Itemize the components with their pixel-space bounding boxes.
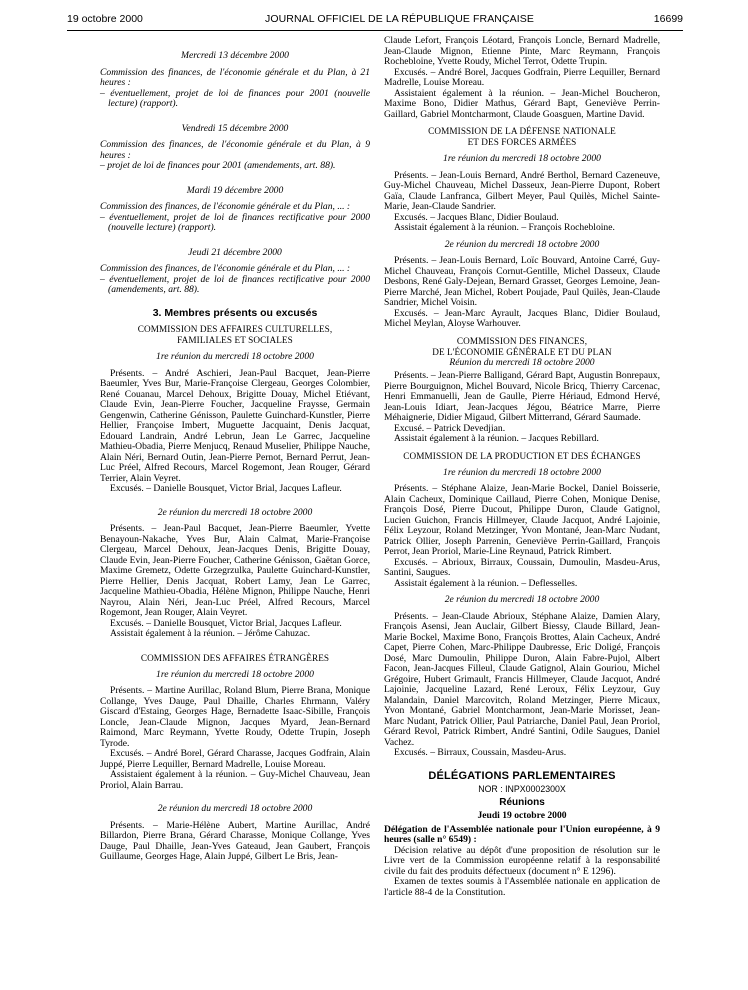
commission-title: COMMISSION DES AFFAIRES CULTURELLES, — [137, 324, 333, 334]
agenda-date: Mercredi 13 décembre 2000 — [181, 50, 289, 61]
agenda-subitem: – éventuellement, projet de loi de finances pour 2001 (nouvelle lecture) (rapport). — [100, 87, 370, 109]
reunions-heading: Réunions — [499, 796, 545, 808]
presents-list: Présents. – André Aschieri, Jean-Paul Bacquet, Jean-Pierre Baeumler, Yves Bur, Marie-Françoise Clergeau, Georges Colombier, René Couanau, Marcel Dehoux, Brigitte Douay, Michel Etiévant, Claude Evin, Jean-Pierre Foucher, Jacqueline Fraysse, Germain Gengenwin, Catherine Génisson, Paulette Guinchard-Kunstler, Pierre Hellier, Françoise Imbert, Muguette Jacquaint, Denis Jacquat, Edouard Landrain, André Lebrun, Jean Le Garrec, Jacqueline Mathieu-Obadia, Pierre Menjucq, Renaud Muselier, Philippe Nauche, Alain Néri, Bernard Outin, Jean-Pierre Pernot, Bernard Perrut, Jean-Luc Préel, Alfred Recours, Marcel Rogemont, Jean Rouger, Gérard Terrier, Alain Veyret. — [100, 367, 370, 484]
agenda-subitem: – projet de loi de finances pour 2001 (amendements, art. 88). — [100, 160, 336, 171]
agenda-subitem: – éventuellement, projet de loi de finances rectificative pour 2000 (nouvelle lecture) (rapport). — [100, 211, 370, 233]
agenda-item: Commission des finances, de l'économie générale et du Plan, à 9 heures : — [100, 139, 370, 161]
excuses-list: Excusés. – Birraux, Coussain, Masdeu-Arus. — [394, 747, 567, 758]
commission-title: FAMILIALES ET SOCIALES — [177, 335, 293, 345]
agenda-item: Commission des finances, de l'économie générale et du Plan, ... : — [100, 263, 351, 274]
meeting-title: 1re réunion du mercredi 18 octobre 2000 — [156, 668, 314, 680]
presents-list: Présents. – Jean-Louis Bernard, André Berthol, Bernard Cazeneuve, Guy-Michel Chauveau, Michel Dasseux, Jean-Pierre Dupont, Robert Gaïa, Claude Lanfranca, Gilbert Meyer, Paul Quilès, Michel Sainte-Marie, Jean-Claude Sandrier. — [384, 169, 660, 212]
commission-title: COMMISSION DE LA DÉFENSE NATIONALE — [428, 126, 616, 136]
commission-title: COMMISSION DES FINANCES, — [456, 335, 588, 346]
meeting-title: 2e réunion du mercredi 18 octobre 2000 — [444, 594, 600, 605]
presents-list-continued: Claude Lefort, François Léotard, François Loncle, Bernard Madrelle, Jean-Claude Mignon, Etienne Pinte, Marc Reymann, François Rochebloine, Yvette Roudy, Michel Terrot, Odette Trupin. — [384, 35, 660, 67]
meeting-title: 2e réunion du mercredi 18 octobre 2000 — [157, 506, 313, 518]
excuses-list: Excusés. – André Borel, Gérard Charasse, Jacques Godfrain, Alain Juppé, Pierre Lequiller, Bernard Madrelle, Louise Moreau. — [100, 748, 370, 770]
commission-title: ET DES FORCES ARMÉES — [467, 137, 577, 147]
page-header — [67, 13, 683, 27]
meeting-title: 2e réunion du mercredi 18 octobre 2000 — [444, 238, 600, 250]
delegation-heading: Délégation de l'Assemblée nationale pour l'Union européenne, à 9 heures (salle n° 6549) : — [384, 823, 660, 845]
excuse-list: Excusé. – Patrick Devedjian. — [394, 422, 506, 434]
meeting-title: 1re réunion du mercredi 18 octobre 2000 — [443, 466, 601, 478]
presents-list: Présents. – Stéphane Alaize, Jean-Marie Bockel, Daniel Boisserie, Alain Cacheux, Dominique Caillaud, Pierre Cohen, Monique Denise, François Dosé, Pierre Ducout, Philippe Duron, Claude Gatignol, Lucien Guichon, Francis Hillmeyer, Claude Jacquot, André Lajoinie, Félix Leyzour, Roland Metzinger, Yvon Montané, Jean-Marc Nudant, Patrick Ollier, Joseph Parrenin, Geneviève Perrin-Gaillard, François Perrot, Jean Proriol, Marie-Line Reynaud, Patrick Rimbert. — [384, 483, 660, 557]
excuses-list: Excusés. – Jacques Blanc, Didier Boulaud. — [394, 211, 559, 223]
excuses-list: Excusés. – André Borel, Jacques Godfrain, Pierre Lequiller, Bernard Madrelle, Louise Moreau. — [384, 66, 660, 88]
header-journal-title: JOURNAL OFFICIEL DE LA RÉPUBLIQUE FRANÇAISE — [265, 13, 534, 25]
presents-list: Présents. – Marie-Hélène Aubert, Martine Aurillac, André Billardon, Pierre Brana, Gérard Charasse, Monique Collange, Yves Dauge, Paul Dhaille, Jean-Yves Gateaud, Jean Gaubert, François Guillaume, Georges Hage, Alain Juppé, Gilbert Le Bris, Jean- — [100, 819, 370, 862]
agenda-date: Vendredi 15 décembre 2000 — [181, 122, 289, 134]
meeting-title: 1re réunion du mercredi 18 octobre 2000 — [156, 351, 314, 362]
presents-list: Présents. – Jean-Louis Bernard, Loïc Bouvard, Antoine Carré, Guy-Michel Chauveau, François Cornut-Gentille, Michel Dasseux, Claude Desbons, René Galy-Dejean, Bernard Grasset, Georges Lemoine, Jean-Pierre Marché, Jean Michel, Robert Poujade, Paul Quilès, Jean-Claude Sandrier, Michel Voisin. — [384, 255, 660, 308]
excuses-list: Excusés. – Danielle Bousquet, Victor Brial, Jacques Lafleur. — [110, 483, 342, 494]
delegations-title: DÉLÉGATIONS PARLEMENTAIRES — [428, 769, 616, 782]
meeting-title: 2e réunion du mercredi 18 octobre 2000 — [157, 803, 313, 814]
assistait-list: Assistait également à la réunion. – Jacques Rebillard. — [394, 433, 599, 444]
commission-title: DE L'ÉCONOMIE GÉNÉRALE ET DU PLAN — [432, 346, 612, 357]
agenda-item: Commission des finances, de l'économie générale et du Plan, ... : — [100, 201, 351, 212]
delegation-paragraph: Examen de textes soumis à l'Assemblée nationale en application de l'article 88-4 de la Constitution. — [384, 876, 660, 898]
assistait-list: Assistait également à la réunion. – Jérôme Cahuzac. — [110, 628, 311, 639]
presents-list: Présents. – Jean-Claude Abrioux, Stéphane Alaize, Damien Alary, François Asensi, Jean Auclair, Gilbert Biessy, Claude Billard, Jean-Marie Bockel, Maxime Bono, François Brottes, Alain Cacheux, André Capet, Pierre Cohen, Marc-Philippe Daubresse, Eric Doligé, François Dosé, Marc Dumoulin, Philippe Duron, Alain Fabre-Pujol, Albert Facon, Jean-Jacques Filleul, Claude Gatignol, Alain Gouriou, Michel Grégoire, Hubert Grimault, Francis Hillmeyer, Claude Jacquot, André Lajoinie, Jacqueline Lazard, René Leroux, Félix Leyzour, Guy Malandain, Daniel Marcovitch, Roland Metzinger, Pierre Micaux, Yvon Montané, Gabriel Montcharmont, Jean-Marie Morisset, Jean-Marc Nudant, Patrick Ollier, Paul Patriarche, Daniel Paul, Jean Proriol, Gérard Revol, Patrick Rimbert, André Santini, Odile Saugues, Daniel Vachez. — [384, 610, 660, 748]
commission-title: COMMISSION DE LA PRODUCTION ET DES ÉCHANGES — [403, 450, 641, 461]
agenda-item: Commission des finances, de l'économie générale et du Plan, à 21 heures : — [100, 66, 370, 88]
left-column — [100, 36, 370, 863]
meeting-title: Réunion du mercredi 18 octobre 2000 — [449, 356, 595, 368]
header-rule — [67, 30, 683, 31]
excuses-list: Excusés. – Abrioux, Birraux, Coussain, Dumoulin, Masdeu-Arus, Santini, Saugues. — [384, 556, 660, 578]
meeting-title: 1re réunion du mercredi 18 octobre 2000 — [443, 153, 601, 164]
agenda-subitem: – éventuellement, projet de loi de finances rectificative pour 2000 (amendements, art. 88). — [100, 273, 370, 295]
agenda-date: Mardi 19 décembre 2000 — [186, 184, 284, 196]
assistait-list: Assistait également à la réunion. – François Rochebloine. — [394, 222, 615, 233]
section-title: 3. Membres présents ou excusés — [152, 306, 318, 319]
presents-list: Présents. – Jean-Paul Bacquet, Jean-Pierre Baeumler, Yvette Benayoun-Nakache, Yves Bur, Alain Calmat, Marie-Françoise Clergeau, Marcel Dehoux, Jean-Jacques Denis, Brigitte Douay, Claude Evin, Jean-Pierre Foucher, Catherine Génisson, Gaëtan Gorce, Maxime Gremetz, Odette Grzegrzulka, Paulette Guinchard-Kunstler, Pierre Hellier, Denis Jacquat, Robert Lamy, Jean Le Garrec, Jacqueline Mathieu-Obadia, Hélène Mignon, Philippe Nauche, Henri Nayrou, Alain Néri, Jean-Luc Préel, Alfred Recours, Marcel Rogemont, Jean Rouger, Alain Veyret. — [100, 523, 370, 618]
delegation-paragraph: Décision relative au dépôt d'une proposition de résolution sur le Livre vert de la Commission européenne relatif à la responsabilité civile du fait des produits défectueux (document n° E 1296). — [384, 844, 660, 877]
delegation-date: Jeudi 19 octobre 2000 — [477, 810, 567, 821]
excuses-list: Excusés. – Jean-Marc Ayrault, Jacques Blanc, Didier Boulaud, Michel Meylan, Aloyse Warhouver. — [384, 307, 660, 329]
presents-list: Présents. – Jean-Pierre Balligand, Gérard Bapt, Augustin Bonrepaux, Pierre Bourguignon, Michel Bouvard, Nicole Bricq, Thierry Carcenac, Henri Emmanuelli, Jean de Gaulle, Pierre Hériaud, Edmond Hervé, Jean-Louis Idiart, Jean-Jacques Jégou, Béatrice Marre, Pierre Méhaignerie, Didier Migaud, Gilbert Mitterrand, Gérard Saumade. — [384, 370, 660, 423]
right-column — [384, 36, 660, 898]
commission-title: COMMISSION DES AFFAIRES ÉTRANGÈRES — [140, 652, 330, 663]
excuses-list: Excusés. – Danielle Bousquet, Victor Brial, Jacques Lafleur. — [110, 617, 342, 629]
agenda-date: Jeudi 21 décembre 2000 — [188, 246, 282, 258]
header-date: 19 octobre 2000 — [67, 13, 143, 25]
presents-list: Présents. – Martine Aurillac, Roland Blum, Pierre Brana, Monique Collange, Yves Dauge, Paul Dhaille, Charles Ehrmann, Valéry Giscard d'Estaing, Georges Hage, Bernadette Isaac-Sibille, François Loncle, Jean-Claude Mignon, Jacques Myard, Jean-Bernard Raimond, Marc Reymann, Yvette Roudy, Odette Trupin, Joseph Tyrode. — [100, 685, 370, 749]
assistait-list: Assistait également à la réunion. – Deflesselles. — [394, 577, 578, 589]
assistaient-list: Assistaient également à la réunion. – Guy-Michel Chauveau, Jean Proriol, Alain Barrau. — [100, 769, 370, 791]
nor-reference: NOR : INPX0002300X — [478, 784, 566, 794]
header-page-number: 16699 — [653, 13, 683, 25]
assistaient-list: Assistaient également à la réunion. – Jean-Michel Boucheron, Maxime Bono, Didier Mathus, Gérard Bapt, Geneviève Perrin-Gaillard, Gabriel Montcharmont, Claude Goasguen, Martine David. — [384, 87, 660, 120]
